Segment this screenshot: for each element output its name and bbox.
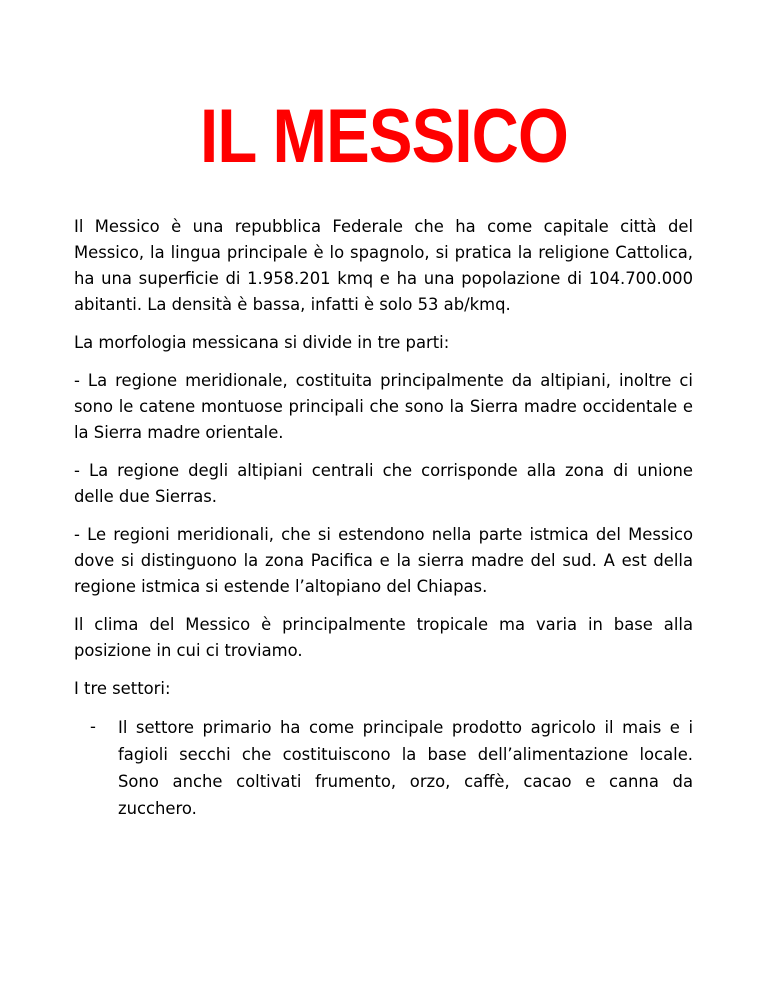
document-body	[74, 214, 693, 822]
bullet-marker: -	[90, 717, 96, 736]
paragraph-isthmic-regions: - Le regioni meridionali, che si estendono nella parte istmica del Messico dove si distinguono la zona Pacifica e la sierra madre del sud. A est della regione istmica si estende l’altopiano del Chiapas.	[74, 525, 693, 596]
paragraph-central-plateaus: - La regione degli altipiani centrali che corrisponde alla zona di unione delle due Sierras.	[74, 461, 693, 506]
paragraph-intro: Il Messico è una repubblica Federale che ha come capitale città del Messico, la lingua principale è lo spagnolo, si pratica la religione Cattolica, ha una superficie di 1.958.201 kmq e ha una popolazione di 104.700.000 abitanti. La densità è bassa, infatti è solo 53 ab/kmq.	[74, 217, 693, 314]
page-title: IL MESSICO	[200, 94, 568, 179]
paragraph-climate: Il clima del Messico è principalmente tropicale ma varia in base alla posizione in cui ci troviamo.	[74, 615, 693, 660]
paragraph-sectors-heading: I tre settori:	[74, 679, 171, 698]
bullet-text-primary-sector: Il settore primario ha come principale prodotto agricolo il mais e i fagioli secchi che costituiscono la base dell’alimentazione locale. Sono anche coltivati frumento, orzo, caffè, cacao e canna da zucchero.	[118, 718, 693, 818]
paragraph-southern-region: - La regione meridionale, costituita principalmente da altipiani, inoltre ci sono le catene montuose principali che sono la Sierra madre occidentale e la Sierra madre orientale.	[74, 371, 693, 442]
list-item	[74, 714, 693, 822]
sectors-list	[74, 714, 693, 822]
paragraph-morphology-heading: La morfologia messicana si divide in tre parti:	[74, 333, 450, 352]
